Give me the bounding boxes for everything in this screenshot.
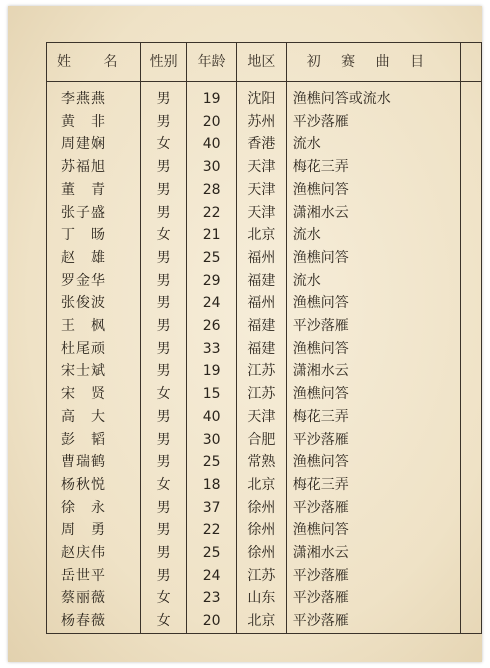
header-gender: 性别 <box>141 43 187 82</box>
cell-gender: 男 <box>141 360 187 383</box>
header-name: 姓 名 <box>47 43 141 82</box>
cell-gender: 男 <box>141 542 187 565</box>
cell-gender: 男 <box>141 338 187 361</box>
cell-region: 江苏 <box>237 360 287 383</box>
cell-piece: 平沙落雁 <box>286 429 460 452</box>
cell-age: 25 <box>187 247 237 270</box>
header-extra <box>460 43 481 82</box>
cell-extra <box>460 82 481 111</box>
cell-age: 24 <box>187 292 237 315</box>
cell-region: 苏州 <box>237 111 287 134</box>
cell-region: 福州 <box>237 292 287 315</box>
cell-region: 江苏 <box>237 383 287 406</box>
table-header <box>47 43 482 82</box>
cell-gender: 男 <box>141 270 187 293</box>
cell-age: 15 <box>187 383 237 406</box>
cell-region: 徐州 <box>237 542 287 565</box>
table-row <box>47 202 482 225</box>
cell-gender: 男 <box>141 202 187 225</box>
cell-piece: 渔樵问答 <box>286 247 460 270</box>
table-row <box>47 247 482 270</box>
table-row <box>47 156 482 179</box>
header-row <box>47 43 482 82</box>
cell-gender: 女 <box>141 474 187 497</box>
header-age: 年龄 <box>187 43 237 82</box>
cell-age: 33 <box>187 338 237 361</box>
cell-name: 周建娴 <box>47 133 141 156</box>
cell-name: 杨春薇 <box>47 610 141 633</box>
table-row <box>47 519 482 542</box>
cell-age: 20 <box>187 111 237 134</box>
cell-piece: 潇湘水云 <box>286 202 460 225</box>
cell-name: 李燕燕 <box>47 82 141 111</box>
cell-piece: 渔樵问答 <box>286 451 460 474</box>
cell-extra <box>460 406 481 429</box>
cell-age: 30 <box>187 429 237 452</box>
cell-extra <box>460 474 481 497</box>
cell-name: 彭 韬 <box>47 429 141 452</box>
cell-piece: 渔樵问答 <box>286 383 460 406</box>
cell-extra <box>460 315 481 338</box>
table-row <box>47 497 482 520</box>
cell-extra <box>460 587 481 610</box>
cell-piece: 梅花三弄 <box>286 474 460 497</box>
cell-extra <box>460 247 481 270</box>
cell-name: 张俊波 <box>47 292 141 315</box>
cell-piece: 梅花三弄 <box>286 156 460 179</box>
cell-extra <box>460 519 481 542</box>
cell-age: 30 <box>187 156 237 179</box>
cell-piece: 流水 <box>286 133 460 156</box>
cell-region: 福建 <box>237 270 287 293</box>
cell-age: 26 <box>187 315 237 338</box>
cell-gender: 男 <box>141 519 187 542</box>
cell-extra <box>460 133 481 156</box>
cell-piece: 潇湘水云 <box>286 360 460 383</box>
cell-extra <box>460 383 481 406</box>
cell-name: 罗金华 <box>47 270 141 293</box>
cell-piece: 梅花三弄 <box>286 406 460 429</box>
cell-region: 福州 <box>237 247 287 270</box>
cell-name: 徐 永 <box>47 497 141 520</box>
table-row <box>47 133 482 156</box>
cell-region: 徐州 <box>237 497 287 520</box>
cell-extra <box>460 451 481 474</box>
cell-age: 19 <box>187 360 237 383</box>
cell-gender: 男 <box>141 156 187 179</box>
table-row <box>47 542 482 565</box>
cell-name: 杜尾顽 <box>47 338 141 361</box>
table-row <box>47 270 482 293</box>
cell-age: 24 <box>187 565 237 588</box>
cell-age: 40 <box>187 133 237 156</box>
cell-piece: 渔樵问答 <box>286 519 460 542</box>
cell-region: 香港 <box>237 133 287 156</box>
cell-extra <box>460 156 481 179</box>
table-row <box>47 315 482 338</box>
table-row <box>47 224 482 247</box>
cell-gender: 女 <box>141 224 187 247</box>
cell-piece: 平沙落雁 <box>286 315 460 338</box>
table-row <box>47 587 482 610</box>
table-row <box>47 338 482 361</box>
cell-gender: 女 <box>141 610 187 633</box>
cell-region: 北京 <box>237 610 287 633</box>
cell-gender: 男 <box>141 82 187 111</box>
cell-extra <box>460 542 481 565</box>
cell-gender: 男 <box>141 179 187 202</box>
cell-region: 天津 <box>237 179 287 202</box>
cell-age: 23 <box>187 587 237 610</box>
cell-extra <box>460 292 481 315</box>
cell-piece: 渔樵问答 <box>286 179 460 202</box>
cell-gender: 男 <box>141 451 187 474</box>
cell-region: 常熟 <box>237 451 287 474</box>
cell-age: 22 <box>187 519 237 542</box>
cell-gender: 男 <box>141 565 187 588</box>
cell-name: 周 勇 <box>47 519 141 542</box>
cell-age: 40 <box>187 406 237 429</box>
table-body <box>47 82 482 634</box>
cell-piece: 潇湘水云 <box>286 542 460 565</box>
cell-region: 北京 <box>237 474 287 497</box>
table-row <box>47 610 482 633</box>
cell-age: 19 <box>187 82 237 111</box>
cell-age: 21 <box>187 224 237 247</box>
cell-region: 江苏 <box>237 565 287 588</box>
cell-name: 王 枫 <box>47 315 141 338</box>
cell-region: 天津 <box>237 202 287 225</box>
cell-age: 18 <box>187 474 237 497</box>
table-row <box>47 429 482 452</box>
cell-piece: 渔樵问答 <box>286 338 460 361</box>
cell-region: 福建 <box>237 315 287 338</box>
cell-age: 29 <box>187 270 237 293</box>
cell-gender: 男 <box>141 429 187 452</box>
table-row <box>47 406 482 429</box>
cell-piece: 流水 <box>286 224 460 247</box>
cell-name: 曹瑞鹤 <box>47 451 141 474</box>
cell-name: 杨秋悦 <box>47 474 141 497</box>
document-photo <box>8 6 482 662</box>
cell-gender: 女 <box>141 587 187 610</box>
cell-name: 张子盛 <box>47 202 141 225</box>
cell-name: 赵 雄 <box>47 247 141 270</box>
cell-extra <box>460 270 481 293</box>
cell-name: 董 青 <box>47 179 141 202</box>
cell-gender: 男 <box>141 315 187 338</box>
cell-name: 苏福旭 <box>47 156 141 179</box>
cell-name: 黄 非 <box>47 111 141 134</box>
header-region: 地区 <box>237 43 287 82</box>
cell-piece: 平沙落雁 <box>286 497 460 520</box>
cell-extra <box>460 338 481 361</box>
cell-name: 高 大 <box>47 406 141 429</box>
table-row <box>47 292 482 315</box>
cell-age: 37 <box>187 497 237 520</box>
cell-age: 22 <box>187 202 237 225</box>
contestant-table <box>46 42 482 634</box>
cell-region: 沈阳 <box>237 82 287 111</box>
cell-piece: 流水 <box>286 270 460 293</box>
cell-piece: 平沙落雁 <box>286 587 460 610</box>
table-row <box>47 179 482 202</box>
cell-gender: 男 <box>141 292 187 315</box>
cell-region: 山东 <box>237 587 287 610</box>
header-piece: 初 赛 曲 目 <box>286 43 460 82</box>
cell-gender: 女 <box>141 383 187 406</box>
table-row <box>47 383 482 406</box>
cell-gender: 女 <box>141 133 187 156</box>
cell-region: 福建 <box>237 338 287 361</box>
cell-age: 25 <box>187 542 237 565</box>
table-row <box>47 82 482 111</box>
cell-extra <box>460 224 481 247</box>
cell-extra <box>460 429 481 452</box>
table-row <box>47 451 482 474</box>
cell-extra <box>460 610 481 633</box>
cell-region: 天津 <box>237 156 287 179</box>
cell-region: 天津 <box>237 406 287 429</box>
table-row <box>47 111 482 134</box>
table-row <box>47 474 482 497</box>
cell-piece: 平沙落雁 <box>286 111 460 134</box>
cell-extra <box>460 202 481 225</box>
cell-name: 宋 贤 <box>47 383 141 406</box>
cell-piece: 渔樵问答或流水 <box>286 82 460 111</box>
table-row <box>47 360 482 383</box>
cell-gender: 男 <box>141 247 187 270</box>
cell-gender: 男 <box>141 111 187 134</box>
cell-gender: 男 <box>141 497 187 520</box>
cell-name: 蔡丽薇 <box>47 587 141 610</box>
cell-extra <box>460 179 481 202</box>
cell-age: 28 <box>187 179 237 202</box>
cell-gender: 男 <box>141 406 187 429</box>
cell-region: 合肥 <box>237 429 287 452</box>
cell-age: 25 <box>187 451 237 474</box>
cell-extra <box>460 497 481 520</box>
cell-age: 20 <box>187 610 237 633</box>
cell-name: 赵庆伟 <box>47 542 141 565</box>
cell-name: 丁 旸 <box>47 224 141 247</box>
cell-region: 徐州 <box>237 519 287 542</box>
table-row <box>47 565 482 588</box>
cell-name: 宋士斌 <box>47 360 141 383</box>
cell-extra <box>460 565 481 588</box>
cell-name: 岳世平 <box>47 565 141 588</box>
cell-piece: 平沙落雁 <box>286 610 460 633</box>
cell-piece: 渔樵问答 <box>286 292 460 315</box>
cell-extra <box>460 360 481 383</box>
cell-region: 北京 <box>237 224 287 247</box>
cell-extra <box>460 111 481 134</box>
cell-piece: 平沙落雁 <box>286 565 460 588</box>
